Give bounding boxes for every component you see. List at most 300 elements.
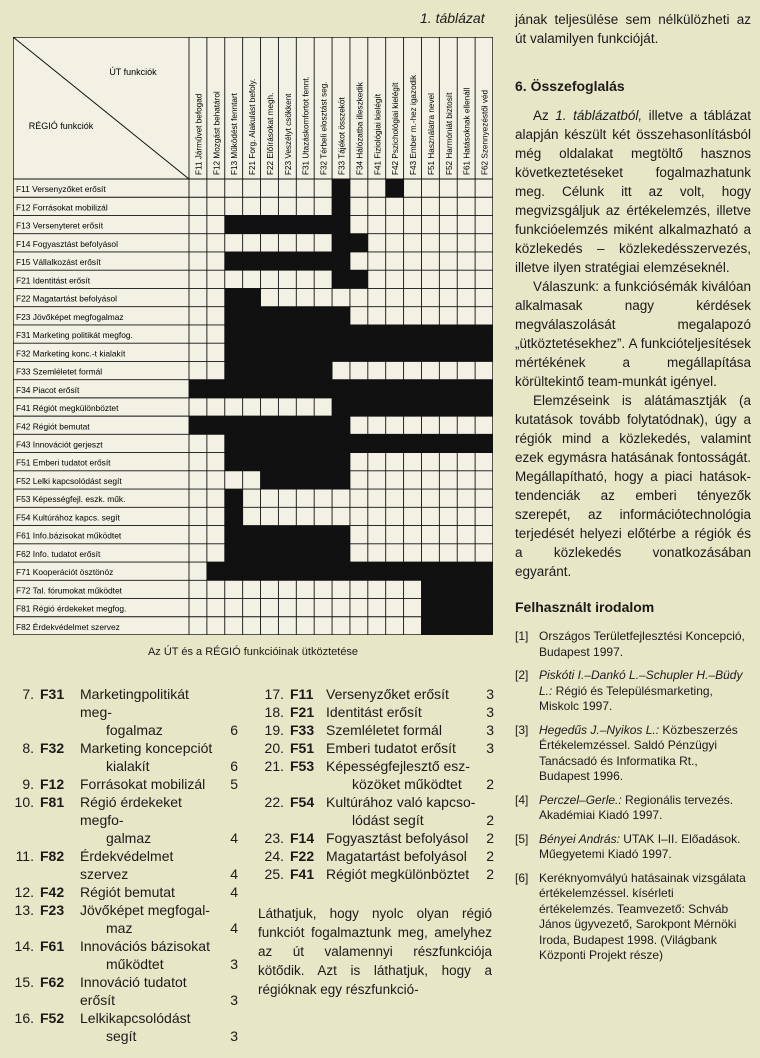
ranking-item xyxy=(258,829,494,847)
ranking-number: 8. xyxy=(22,740,34,756)
matrix-cell-filled xyxy=(225,562,243,580)
matrix-cell-filled xyxy=(296,562,314,580)
ranking-count: 5 xyxy=(230,776,238,792)
matrix-cell-filled xyxy=(261,526,279,544)
matrix-column-header: F13 Működést fenntart xyxy=(230,93,240,175)
matrix-cell-filled xyxy=(332,270,350,288)
ranking-list-middle xyxy=(258,685,494,883)
ranking-number: 17. xyxy=(264,686,284,702)
matrix-cell-filled xyxy=(296,471,314,489)
ranking-label: Forrásokat mobilizál xyxy=(80,776,206,792)
function-matrix xyxy=(13,37,493,635)
ranking-number: 20. xyxy=(264,740,284,756)
ranking-count: 3 xyxy=(230,1028,238,1044)
matrix-cell-filled xyxy=(350,434,368,452)
reference-item xyxy=(515,668,751,715)
matrix-cell-filled xyxy=(278,416,296,434)
matrix-cell-filled xyxy=(243,288,261,306)
ranking-item xyxy=(258,739,494,757)
matrix-row-header: F12 Forrásokat mobilizál xyxy=(16,202,108,213)
ranking-list-left xyxy=(8,685,238,1045)
ranking-item xyxy=(8,847,238,883)
corner-label-bottom: RÉGIÓ funkciók xyxy=(28,121,94,131)
matrix-row-header: F52 Lelki kapcsolódást segít xyxy=(16,475,122,486)
ranking-count: 2 xyxy=(486,776,494,792)
matrix-column-header: F12 Mozgást behatárol xyxy=(212,91,222,175)
matrix-cell-filled xyxy=(278,215,296,233)
matrix-cell-filled xyxy=(296,307,314,325)
matrix-cell-filled xyxy=(386,380,404,398)
ranking-code: F22 xyxy=(290,848,315,864)
matrix-cell-filled xyxy=(261,471,279,489)
matrix-cell-filled xyxy=(439,343,457,361)
ranking-count: 4 xyxy=(230,884,238,900)
matrix-cell-filled xyxy=(225,380,243,398)
matrix-cell-filled xyxy=(261,252,279,270)
matrix-cell-filled xyxy=(296,215,314,233)
reference-number: [4] xyxy=(515,792,529,807)
matrix-cell-filled xyxy=(421,325,439,343)
ranking-number: 9. xyxy=(22,776,34,792)
ranking-item xyxy=(258,757,494,793)
ranking-count: 2 xyxy=(486,812,494,828)
matrix-cell-filled xyxy=(296,361,314,379)
matrix-cell-filled xyxy=(314,215,332,233)
matrix-cell-filled xyxy=(278,544,296,562)
matrix-cell-filled xyxy=(278,343,296,361)
matrix-cell-filled xyxy=(296,434,314,452)
matrix-cell-filled xyxy=(368,562,386,580)
matrix-cell-filled xyxy=(404,562,422,580)
matrix-column-header: F43 Ember m.-hez igazodik xyxy=(409,74,419,175)
matrix-cell-filled xyxy=(350,325,368,343)
ranking-label: Marketingpolitikát meg- fogalmaz xyxy=(80,686,189,738)
matrix-cell-filled xyxy=(457,325,475,343)
matrix-cell-filled xyxy=(225,215,243,233)
matrix-row-header: F51 Emberi tudatot erősít xyxy=(16,457,111,468)
matrix-cell-filled xyxy=(243,526,261,544)
matrix-cell-filled xyxy=(439,617,457,635)
matrix-column-header: F32 Térbeli elosztást seg. xyxy=(319,81,329,175)
summary-paragraph-2: Válaszunk: a funkciósémák kiválóan alkalmasak nagy kérdések megválaszolását megalapozó „ütköztetésekhez”. A funkcióteljesítések mértékének a megállapítása körültekintő team-munkát igényel. xyxy=(515,279,751,389)
ranking-number: 19. xyxy=(264,722,284,738)
reference-number: [5] xyxy=(515,831,529,846)
ranking-label: Szemléletet formál xyxy=(326,722,442,738)
ranking-label: Régió érdekeket megfo- galmaz xyxy=(80,794,182,846)
ranking-label: Lelkikapcsolódást segít xyxy=(80,1010,191,1044)
ranking-number: 10. xyxy=(14,794,34,810)
reference-text: Perczel–Gerle.: Regionális tervezés. Akadémiai Kiadó 1997. xyxy=(539,792,734,822)
reference-text: Hegedűs J.–Nyikos L.: Közbeszerzés Értékelemzéssel. Saldó Pénzügyi Tanácsadó és Informatika Rt., Budapest 1996. xyxy=(539,722,738,783)
matrix-cell-filled xyxy=(439,599,457,617)
matrix-cell-filled xyxy=(225,434,243,452)
matrix-cell-filled xyxy=(439,325,457,343)
ranking-item xyxy=(8,793,238,847)
matrix-cell-filled xyxy=(261,434,279,452)
ranking-count: 6 xyxy=(230,722,238,738)
matrix-cell-filled xyxy=(296,453,314,471)
matrix-cell-filled xyxy=(439,434,457,452)
matrix-row-header: F31 Marketing politikát megfog. xyxy=(16,330,133,341)
ranking-count: 3 xyxy=(486,686,494,702)
matrix-cell-filled xyxy=(457,434,475,452)
ranking-code: F53 xyxy=(290,758,315,774)
ranking-code: F33 xyxy=(290,722,315,738)
matrix-cell-filled xyxy=(296,252,314,270)
matrix-cell-filled xyxy=(243,325,261,343)
matrix-cell-filled xyxy=(225,507,243,525)
matrix-cell-filled xyxy=(314,307,332,325)
matrix-row-header: F61 Info.bázisokat működtet xyxy=(16,530,122,541)
matrix-cell-filled xyxy=(296,416,314,434)
right-column xyxy=(515,10,751,972)
ranking-code: F31 xyxy=(40,686,65,702)
matrix-cell-filled xyxy=(368,343,386,361)
matrix-cell-filled xyxy=(332,434,350,452)
matrix-cell-filled xyxy=(278,453,296,471)
ranking-label: Innovációs bázisokat működtet xyxy=(80,938,210,972)
ranking-label: Innováció tudatot erősít xyxy=(80,974,187,1008)
matrix-cell-filled xyxy=(261,544,279,562)
matrix-cell-filled xyxy=(225,288,243,306)
matrix-cell-filled xyxy=(189,416,207,434)
ranking-item xyxy=(8,973,238,1009)
ranking-number: 12. xyxy=(14,884,34,900)
matrix-cell-filled xyxy=(314,562,332,580)
matrix-cell-filled xyxy=(332,307,350,325)
matrix-cell-filled xyxy=(332,416,350,434)
matrix-cell-filled xyxy=(225,416,243,434)
matrix-cell-filled xyxy=(296,343,314,361)
ranking-item xyxy=(258,703,494,721)
matrix-cell-filled xyxy=(421,398,439,416)
ranking-label: Identitást erősít xyxy=(326,704,422,720)
matrix-cell-filled xyxy=(421,617,439,635)
matrix-row-header: F15 Vállalkozást erősít xyxy=(16,257,101,268)
matrix-cell-filled xyxy=(332,471,350,489)
ranking-code: F42 xyxy=(40,884,65,900)
ranking-label: Marketing koncepciót kialakít xyxy=(80,740,213,774)
matrix-cell-filled xyxy=(404,325,422,343)
matrix-cell-filled xyxy=(457,343,475,361)
matrix-cell-filled xyxy=(278,252,296,270)
ranking-label: Régiót bemutat xyxy=(80,884,175,900)
matrix-cell-filled xyxy=(278,562,296,580)
matrix-cell-filled xyxy=(243,343,261,361)
matrix-column-header: F11 Járművet befogad xyxy=(194,93,204,175)
matrix-cell-filled xyxy=(457,398,475,416)
reference-number: [3] xyxy=(515,722,529,737)
matrix-cell-filled xyxy=(261,380,279,398)
ranking-code: F52 xyxy=(40,1010,65,1026)
matrix-cell-filled xyxy=(225,343,243,361)
matrix-cell-filled xyxy=(386,434,404,452)
ranking-number: 15. xyxy=(14,974,34,990)
matrix-cell-filled xyxy=(332,544,350,562)
matrix-cell-filled xyxy=(350,398,368,416)
matrix-cell-filled xyxy=(439,398,457,416)
ranking-item xyxy=(8,739,238,775)
matrix-row-header: F71 Kooperációt ösztönöz xyxy=(16,567,114,578)
matrix-cell-filled xyxy=(314,526,332,544)
ranking-number: 22. xyxy=(264,794,284,810)
matrix-cell-filled xyxy=(386,179,404,197)
matrix-column-header: F52 Harmóniát biztosít xyxy=(444,92,454,175)
matrix-cell-filled xyxy=(332,234,350,252)
matrix-cell-filled xyxy=(261,215,279,233)
matrix-cell-filled xyxy=(207,416,225,434)
reference-text: Országos Területfejlesztési Koncepció, Budapest 1997. xyxy=(539,629,745,659)
matrix-cell-filled xyxy=(457,380,475,398)
matrix-cell-filled xyxy=(207,562,225,580)
matrix-cell-filled xyxy=(475,343,493,361)
matrix-cell-filled xyxy=(243,252,261,270)
ranking-label: Emberi tudatot erősít xyxy=(326,740,456,756)
matrix-cell-filled xyxy=(296,544,314,562)
matrix-row-header: F72 Tal. fórumokat működtet xyxy=(16,585,122,596)
matrix-cell-filled xyxy=(386,562,404,580)
matrix-cell-filled xyxy=(457,580,475,598)
ranking-count: 3 xyxy=(230,992,238,1008)
ranking-count: 4 xyxy=(230,920,238,936)
matrix-cell-filled xyxy=(278,471,296,489)
matrix-cell-filled xyxy=(457,562,475,580)
matrix-cell-filled xyxy=(225,325,243,343)
matrix-cell-filled xyxy=(332,526,350,544)
matrix-cell-filled xyxy=(243,453,261,471)
matrix-cell-filled xyxy=(314,325,332,343)
matrix-cell-filled xyxy=(475,434,493,452)
matrix-cell-filled xyxy=(261,562,279,580)
matrix-cell-filled xyxy=(475,325,493,343)
matrix-cell-filled xyxy=(350,270,368,288)
ranking-number: 23. xyxy=(264,830,284,846)
matrix-cell-filled xyxy=(332,215,350,233)
matrix-cell-filled xyxy=(475,380,493,398)
reference-item xyxy=(515,832,751,863)
matrix-cell-filled xyxy=(404,343,422,361)
ranking-number: 24. xyxy=(264,848,284,864)
matrix-row-header: F21 Identitást erősít xyxy=(16,275,91,286)
reference-item xyxy=(515,629,751,660)
matrix-cell-filled xyxy=(332,380,350,398)
matrix-cell-filled xyxy=(314,416,332,434)
ranking-label: Magatartást befolyásol xyxy=(326,848,467,864)
matrix-cell-filled xyxy=(314,343,332,361)
matrix-cell-filled xyxy=(261,307,279,325)
reference-number: [1] xyxy=(515,629,529,643)
matrix-cell-filled xyxy=(225,307,243,325)
matrix-row-header: F23 Jövőképet megfogalmaz xyxy=(16,311,124,322)
matrix-cell-filled xyxy=(421,562,439,580)
matrix-cell-filled xyxy=(332,343,350,361)
matrix-column-header: F21 Forg. Alakulást befoly. xyxy=(248,78,258,175)
matrix-cell-filled xyxy=(350,343,368,361)
matrix-cell-filled xyxy=(421,434,439,452)
matrix-cell-filled xyxy=(261,325,279,343)
ranking-code: F51 xyxy=(290,740,315,756)
matrix-cell-filled xyxy=(243,361,261,379)
matrix-cell-filled xyxy=(404,434,422,452)
ranking-count: 4 xyxy=(230,830,238,846)
ranking-code: F32 xyxy=(40,740,65,756)
matrix-row-header: F32 Marketing konc.-t kialakít xyxy=(16,348,126,359)
matrix-cell-filled xyxy=(457,617,475,635)
ranking-item xyxy=(8,901,238,937)
ranking-number: 25. xyxy=(264,866,284,882)
ranking-count: 3 xyxy=(486,704,494,720)
matrix-column-header: F41 Fiziológiai kielégít xyxy=(373,93,383,175)
reference-item xyxy=(515,793,751,824)
matrix-cell-filled xyxy=(475,580,493,598)
matrix-column-header: F42 Pszichológiai kielégít xyxy=(391,82,401,175)
matrix-cell-filled xyxy=(439,380,457,398)
ranking-count: 6 xyxy=(230,758,238,774)
matrix-cell-filled xyxy=(261,343,279,361)
ranking-label: Kultúrához való kapcso- lódást segít xyxy=(326,794,476,828)
matrix-cell-filled xyxy=(368,398,386,416)
matrix-row-header: F14 Fogyasztást befolyásol xyxy=(16,238,118,249)
matrix-cell-filled xyxy=(421,343,439,361)
ranking-code: F21 xyxy=(290,704,315,720)
matrix-cell-filled xyxy=(225,453,243,471)
matrix-cell-filled xyxy=(332,252,350,270)
ranking-count: 4 xyxy=(230,866,238,882)
matrix-cell-filled xyxy=(314,252,332,270)
matrix-cell-filled xyxy=(207,380,225,398)
matrix-cell-filled xyxy=(225,489,243,507)
matrix-cell-filled xyxy=(350,234,368,252)
matrix-column-header: F61 Hatásoknak ellenáll xyxy=(462,87,472,175)
matrix-cell-filled xyxy=(332,325,350,343)
matrix-cell-filled xyxy=(314,453,332,471)
matrix-cell-filled xyxy=(243,544,261,562)
ranking-code: F81 xyxy=(40,794,65,810)
matrix-cell-filled xyxy=(278,434,296,452)
ranking-item xyxy=(258,685,494,703)
matrix-cell-filled xyxy=(404,380,422,398)
ranking-number: 7. xyxy=(22,686,34,702)
matrix-cell-filled xyxy=(278,325,296,343)
matrix-column-header: F33 Tájékot összeköt xyxy=(337,97,347,175)
matrix-cell-filled xyxy=(421,580,439,598)
matrix-cell-filled xyxy=(439,562,457,580)
ranking-code: F82 xyxy=(40,848,65,864)
middle-paragraph: Láthatjuk, hogy nyolc olyan régió funkciót fogalmaztunk meg, amelyhez az út valamennyi részfunkciója kötődik. Azt is láthatjuk, hogy a régióknak egy részfunkció- xyxy=(258,906,492,997)
matrix-cell-filled xyxy=(261,453,279,471)
ranking-item xyxy=(258,721,494,739)
matrix-cell-filled xyxy=(314,361,332,379)
matrix-cell-filled xyxy=(314,544,332,562)
matrix-cell-filled xyxy=(421,599,439,617)
summary-heading: 6. Összefoglalás xyxy=(515,78,625,94)
matrix-cell-filled xyxy=(332,398,350,416)
ranking-count: 3 xyxy=(486,740,494,756)
matrix-column-header: F23 Veszélyt csökkent xyxy=(283,93,293,175)
matrix-cell-filled xyxy=(225,252,243,270)
matrix-row-header: F41 Régiót megkülönböztet xyxy=(16,403,119,414)
matrix-cell-filled xyxy=(350,380,368,398)
matrix-row-header: F34 Piacot erősít xyxy=(16,384,80,395)
ranking-label: Jövőképet megfogal- maz xyxy=(80,902,210,936)
references-heading: Felhasznált irodalom xyxy=(515,599,655,615)
summary-paragraph-1: Az 1. táblázatból, illetve a táblázat alapján készült két összehasonlításból még oldalakat megtöltő hasznos következtetéseket fogalmazhatunk meg. Célunk itt az volt, hogy megvizsgáljuk az értékelemzés, illetve funkcióelemzés miként alkalmazható a közlekedés – közlekedésszervezés, illetve ilyen stratégiai elemzéseknél. xyxy=(515,108,751,275)
matrix-cell-filled xyxy=(278,307,296,325)
ranking-item xyxy=(258,865,494,883)
matrix-cell-filled xyxy=(475,398,493,416)
ranking-count: 2 xyxy=(486,848,494,864)
reference-text: Bényei András: UTAK I–II. Előadások. Műegyetemi Kiadó 1997. xyxy=(539,831,741,861)
ranking-item xyxy=(8,937,238,973)
matrix-cell-filled xyxy=(439,580,457,598)
ranking-code: F41 xyxy=(290,866,315,882)
reference-number: [2] xyxy=(515,668,529,682)
ranking-count: 3 xyxy=(230,956,238,972)
matrix-cell-filled xyxy=(225,361,243,379)
matrix-cell-filled xyxy=(243,434,261,452)
table-caption: 1. táblázat xyxy=(420,10,485,26)
ranking-item xyxy=(8,1009,238,1045)
matrix-column-header: F31 Utazáskomfortot fennt. xyxy=(301,76,311,175)
reference-item xyxy=(515,723,751,785)
matrix-cell-filled xyxy=(243,215,261,233)
matrix-cell-filled xyxy=(332,562,350,580)
matrix-cell-filled xyxy=(243,380,261,398)
matrix-row-header: F62 Info. tudatot erősít xyxy=(16,548,101,559)
reference-item xyxy=(515,871,751,964)
ranking-item xyxy=(8,775,238,793)
matrix-cell-filled xyxy=(225,526,243,544)
matrix-cell-filled xyxy=(261,416,279,434)
matrix-column-header: F51 Használatra nevel xyxy=(426,93,436,175)
matrix-row-header: F13 Versenyteret erősít xyxy=(16,220,104,231)
matrix-cell-filled xyxy=(243,562,261,580)
matrix-row-header: F81 Régió érdekeket megfog. xyxy=(16,603,127,614)
matrix-row-header: F82 Érdekvédelmet szervez xyxy=(16,621,120,632)
matrix-cell-filled xyxy=(296,380,314,398)
references-list xyxy=(515,629,751,964)
ranking-code: F62 xyxy=(40,974,65,990)
matrix-row-header: F22 Magatartást befolyásol xyxy=(16,293,118,304)
ranking-code: F23 xyxy=(40,902,65,918)
ranking-number: 11. xyxy=(15,848,34,864)
ranking-number: 21. xyxy=(264,758,284,774)
ranking-count: 2 xyxy=(486,830,494,846)
ranking-number: 18. xyxy=(264,704,284,720)
matrix-row-header: F11 Versenyzőket erősít xyxy=(16,184,106,195)
matrix-cell-filled xyxy=(314,380,332,398)
matrix-cell-filled xyxy=(475,617,493,635)
matrix-cell-filled xyxy=(404,398,422,416)
matrix-cell-filled xyxy=(296,325,314,343)
ranking-label: Képességfejlesztő esz- közöket működtet xyxy=(326,758,470,792)
matrix-cell-filled xyxy=(278,361,296,379)
matrix-cell-filled xyxy=(386,343,404,361)
matrix-cell-filled xyxy=(278,380,296,398)
matrix-row-header: F53 Képességfejl. eszk. műk. xyxy=(16,494,126,505)
matrix-cell-filled xyxy=(386,325,404,343)
matrix-cell-filled xyxy=(332,179,350,197)
matrix-cell-filled xyxy=(457,599,475,617)
ranking-code: F14 xyxy=(290,830,315,846)
matrix-cell-filled xyxy=(368,380,386,398)
ranking-code: F12 xyxy=(40,776,65,792)
matrix-column-header: F34 Hálózatba illeszkedik xyxy=(355,82,365,175)
ranking-label: Fogyasztást befolyásol xyxy=(326,830,469,846)
matrix-cell-filled xyxy=(421,380,439,398)
corner-label-top: ÚT funkciók xyxy=(109,67,157,77)
matrix-cell-filled xyxy=(332,197,350,215)
